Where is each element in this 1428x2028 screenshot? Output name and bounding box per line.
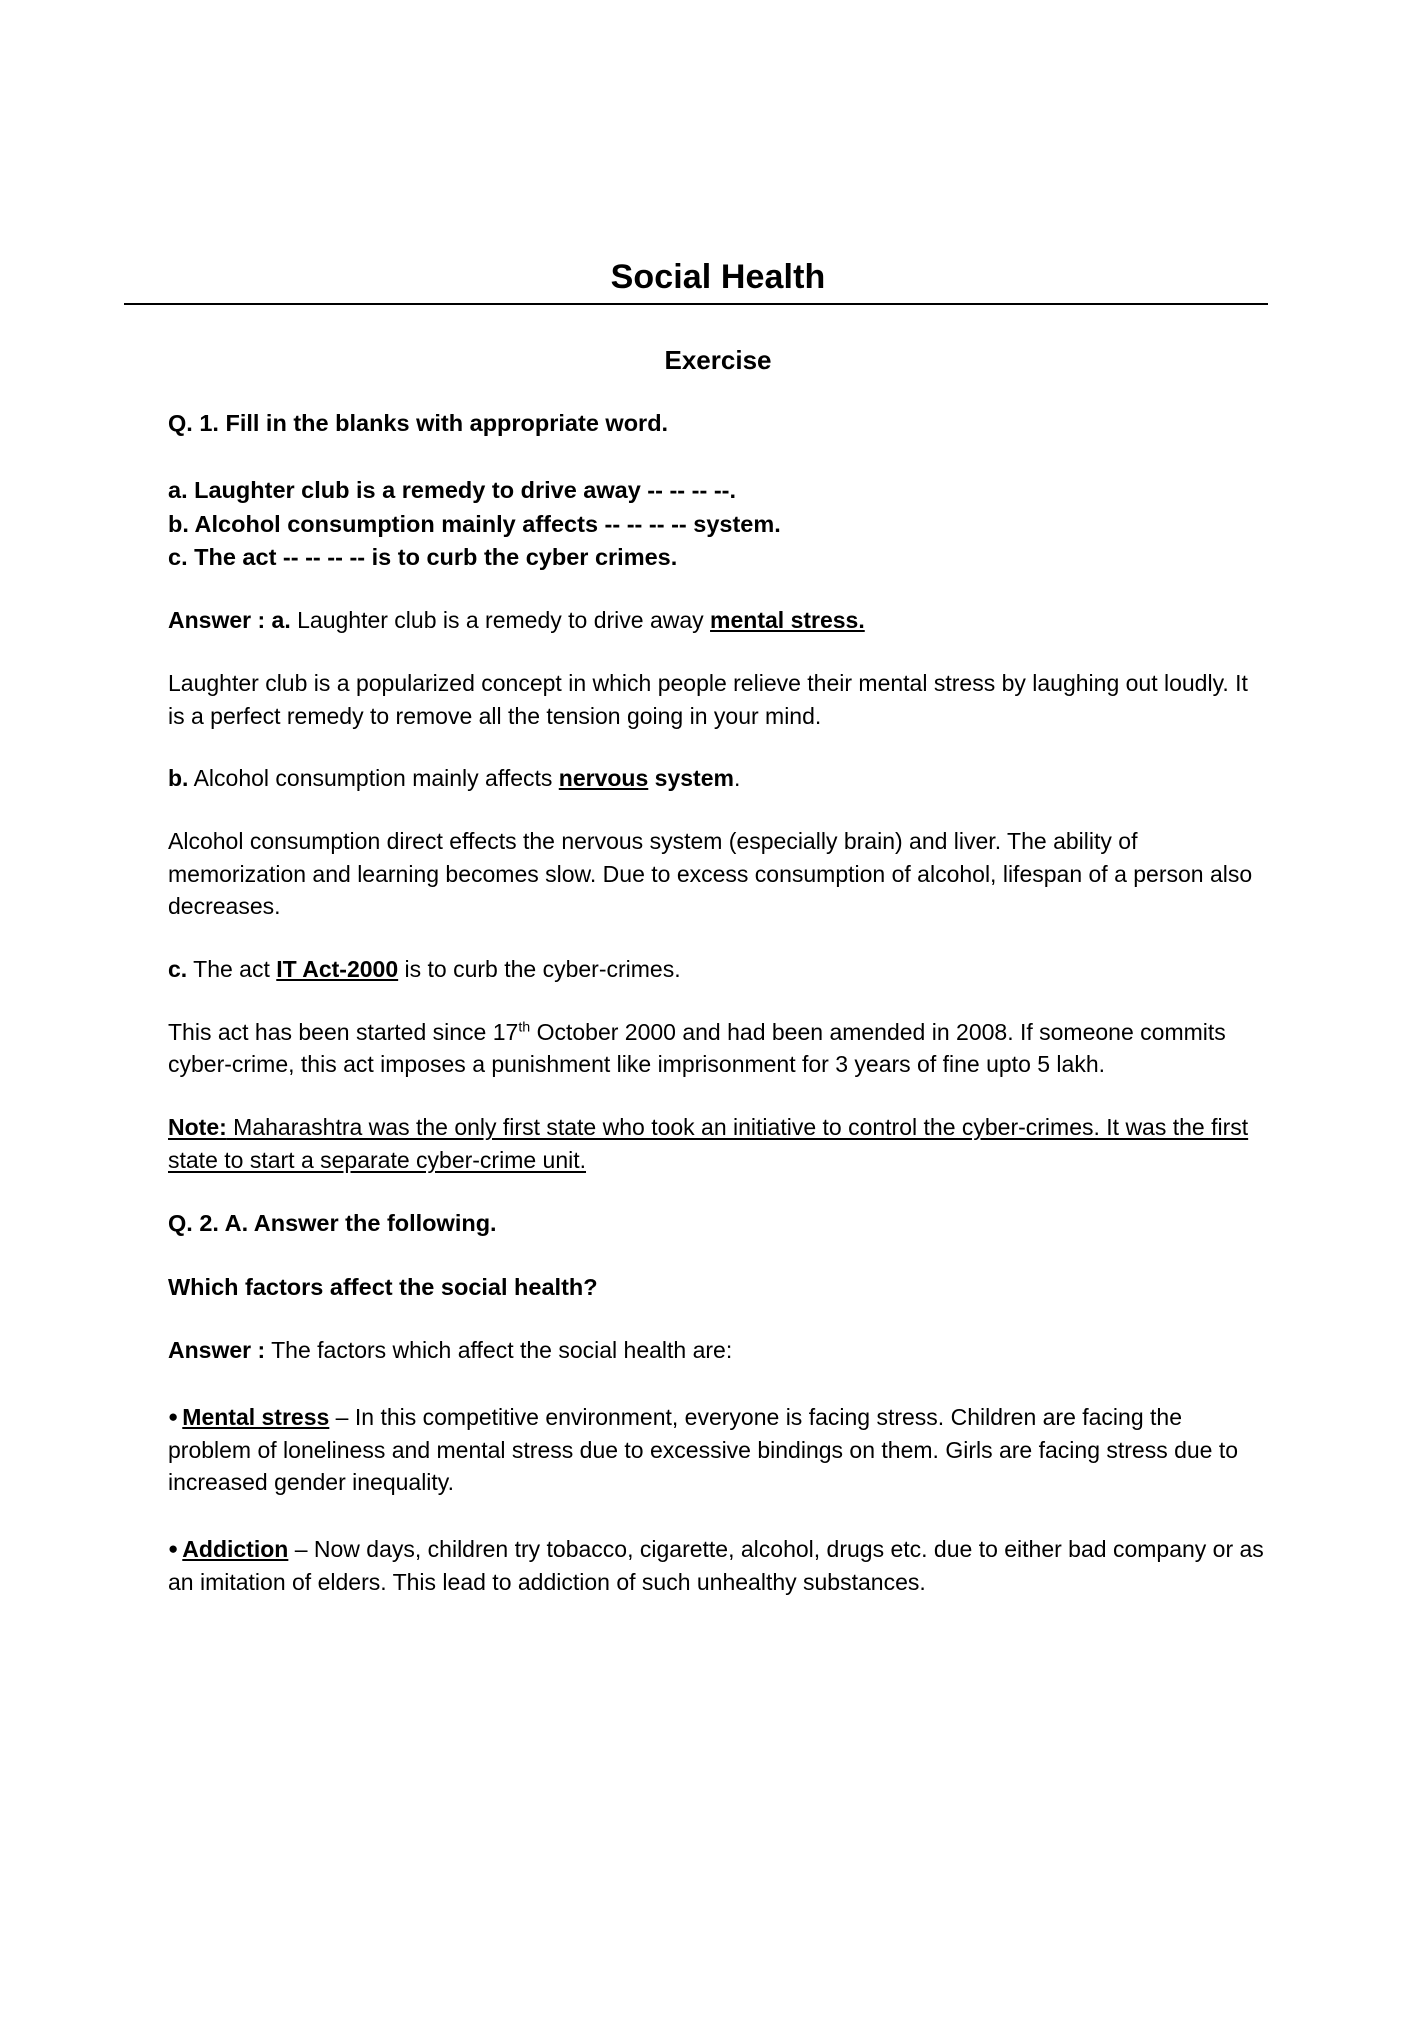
answer-b-text-before: Alcohol consumption mainly affects [188, 765, 559, 792]
bullet-icon: ● [168, 1407, 179, 1427]
question-1-blanks [168, 474, 1268, 574]
answer-a-text-before: Laughter club is a remedy to drive away [290, 607, 711, 634]
answer-b-bold-after: system [648, 765, 734, 792]
answer-b-explanation: Alcohol consumption direct effects the nervous system (especially brain) and liver. The ability of memorization and learning becomes slow. Due to excess consumption of alcohol, lifespan of a person also decreases. [168, 828, 1253, 920]
bullet-text-mental-stress: – In this competitive environment, everyone is facing stress. Children are facing the problem of loneliness and mental stress due to excessive bindings on them. Girls are facing stress due to increased gender inequality. [168, 1404, 1239, 1496]
note-text: Maharashtra was the only first state who took an initiative to control the cyber-crimes. It was the first state to start a separate cyber-crime unit. [168, 1113, 1249, 1173]
answer-2-line [168, 1334, 1268, 1367]
answer-b-line [168, 762, 1268, 795]
answer-c-label: c. [168, 956, 188, 983]
answer-c-explanation-part2: October 2000 and had been amended in 2008. If someone commits cyber-crime, this act imposes a punishment like imprisonment for 3 years of fine upto 5 lakh. [168, 1018, 1226, 1078]
bullet-term-addiction: Addiction [182, 1536, 289, 1563]
answer-c-keyword: IT Act-2000 [276, 956, 399, 983]
bullet-icon: ● [168, 1539, 179, 1559]
blank-item-b: b. Alcohol consumption mainly affects -- -- -- -- system. [168, 510, 781, 537]
list-item [168, 1401, 1268, 1499]
answer-c-text-before: The act [187, 956, 277, 983]
answer-b-label: b. [168, 765, 189, 792]
note-paragraph [168, 1111, 1268, 1176]
page-title: Social Health [610, 258, 826, 296]
answer-a-keyword: mental stress. [710, 607, 865, 634]
bullet-text-addiction: – Now days, children try tobacco, cigarette, alcohol, drugs etc. due to either bad company or as an imitation of elders. This lead to addiction of such unhealthy substances. [168, 1536, 1264, 1595]
answer-b-keyword: nervous [558, 765, 649, 792]
answer-c-explanation [168, 1016, 1268, 1081]
blank-item-c: c. The act -- -- -- -- is to curb the cyber crimes. [168, 544, 678, 571]
title-divider [124, 303, 1268, 305]
ordinal-suffix: th [518, 1019, 531, 1036]
bullet-term-mental-stress: Mental stress [182, 1404, 330, 1431]
question-2-text: Which factors affect the social health? [168, 1274, 598, 1301]
answer-c-line [168, 953, 1268, 986]
answer-2-label: Answer : [168, 1337, 266, 1364]
question-2-heading: Q. 2. A. Answer the following. [168, 1210, 497, 1237]
section-heading-exercise: Exercise [664, 345, 772, 376]
note-label: Note: [168, 1113, 227, 1140]
answer-c-text-after: is to curb the cyber-crimes. [398, 956, 681, 983]
answer-c-explanation-part1: This act has been started since 17 [168, 1018, 519, 1045]
answer-a-label: Answer : a. [168, 607, 291, 634]
answer-a-explanation: Laughter club is a popularized concept in which people relieve their mental stress by laughing out loudly. It is a perfect remedy to remove all the tension going in your mind. [168, 670, 1248, 729]
answer-2-intro: The factors which affect the social health are: [265, 1337, 733, 1364]
list-item [168, 1533, 1268, 1598]
question-1-heading: Q. 1. Fill in the blanks with appropriate word. [168, 410, 669, 437]
document-content [168, 258, 1268, 1598]
blank-item-a: a. Laughter club is a remedy to drive away -- -- -- --. [168, 477, 737, 504]
answer-b-text-after: . [733, 765, 741, 792]
answer-a-line [168, 604, 1268, 637]
